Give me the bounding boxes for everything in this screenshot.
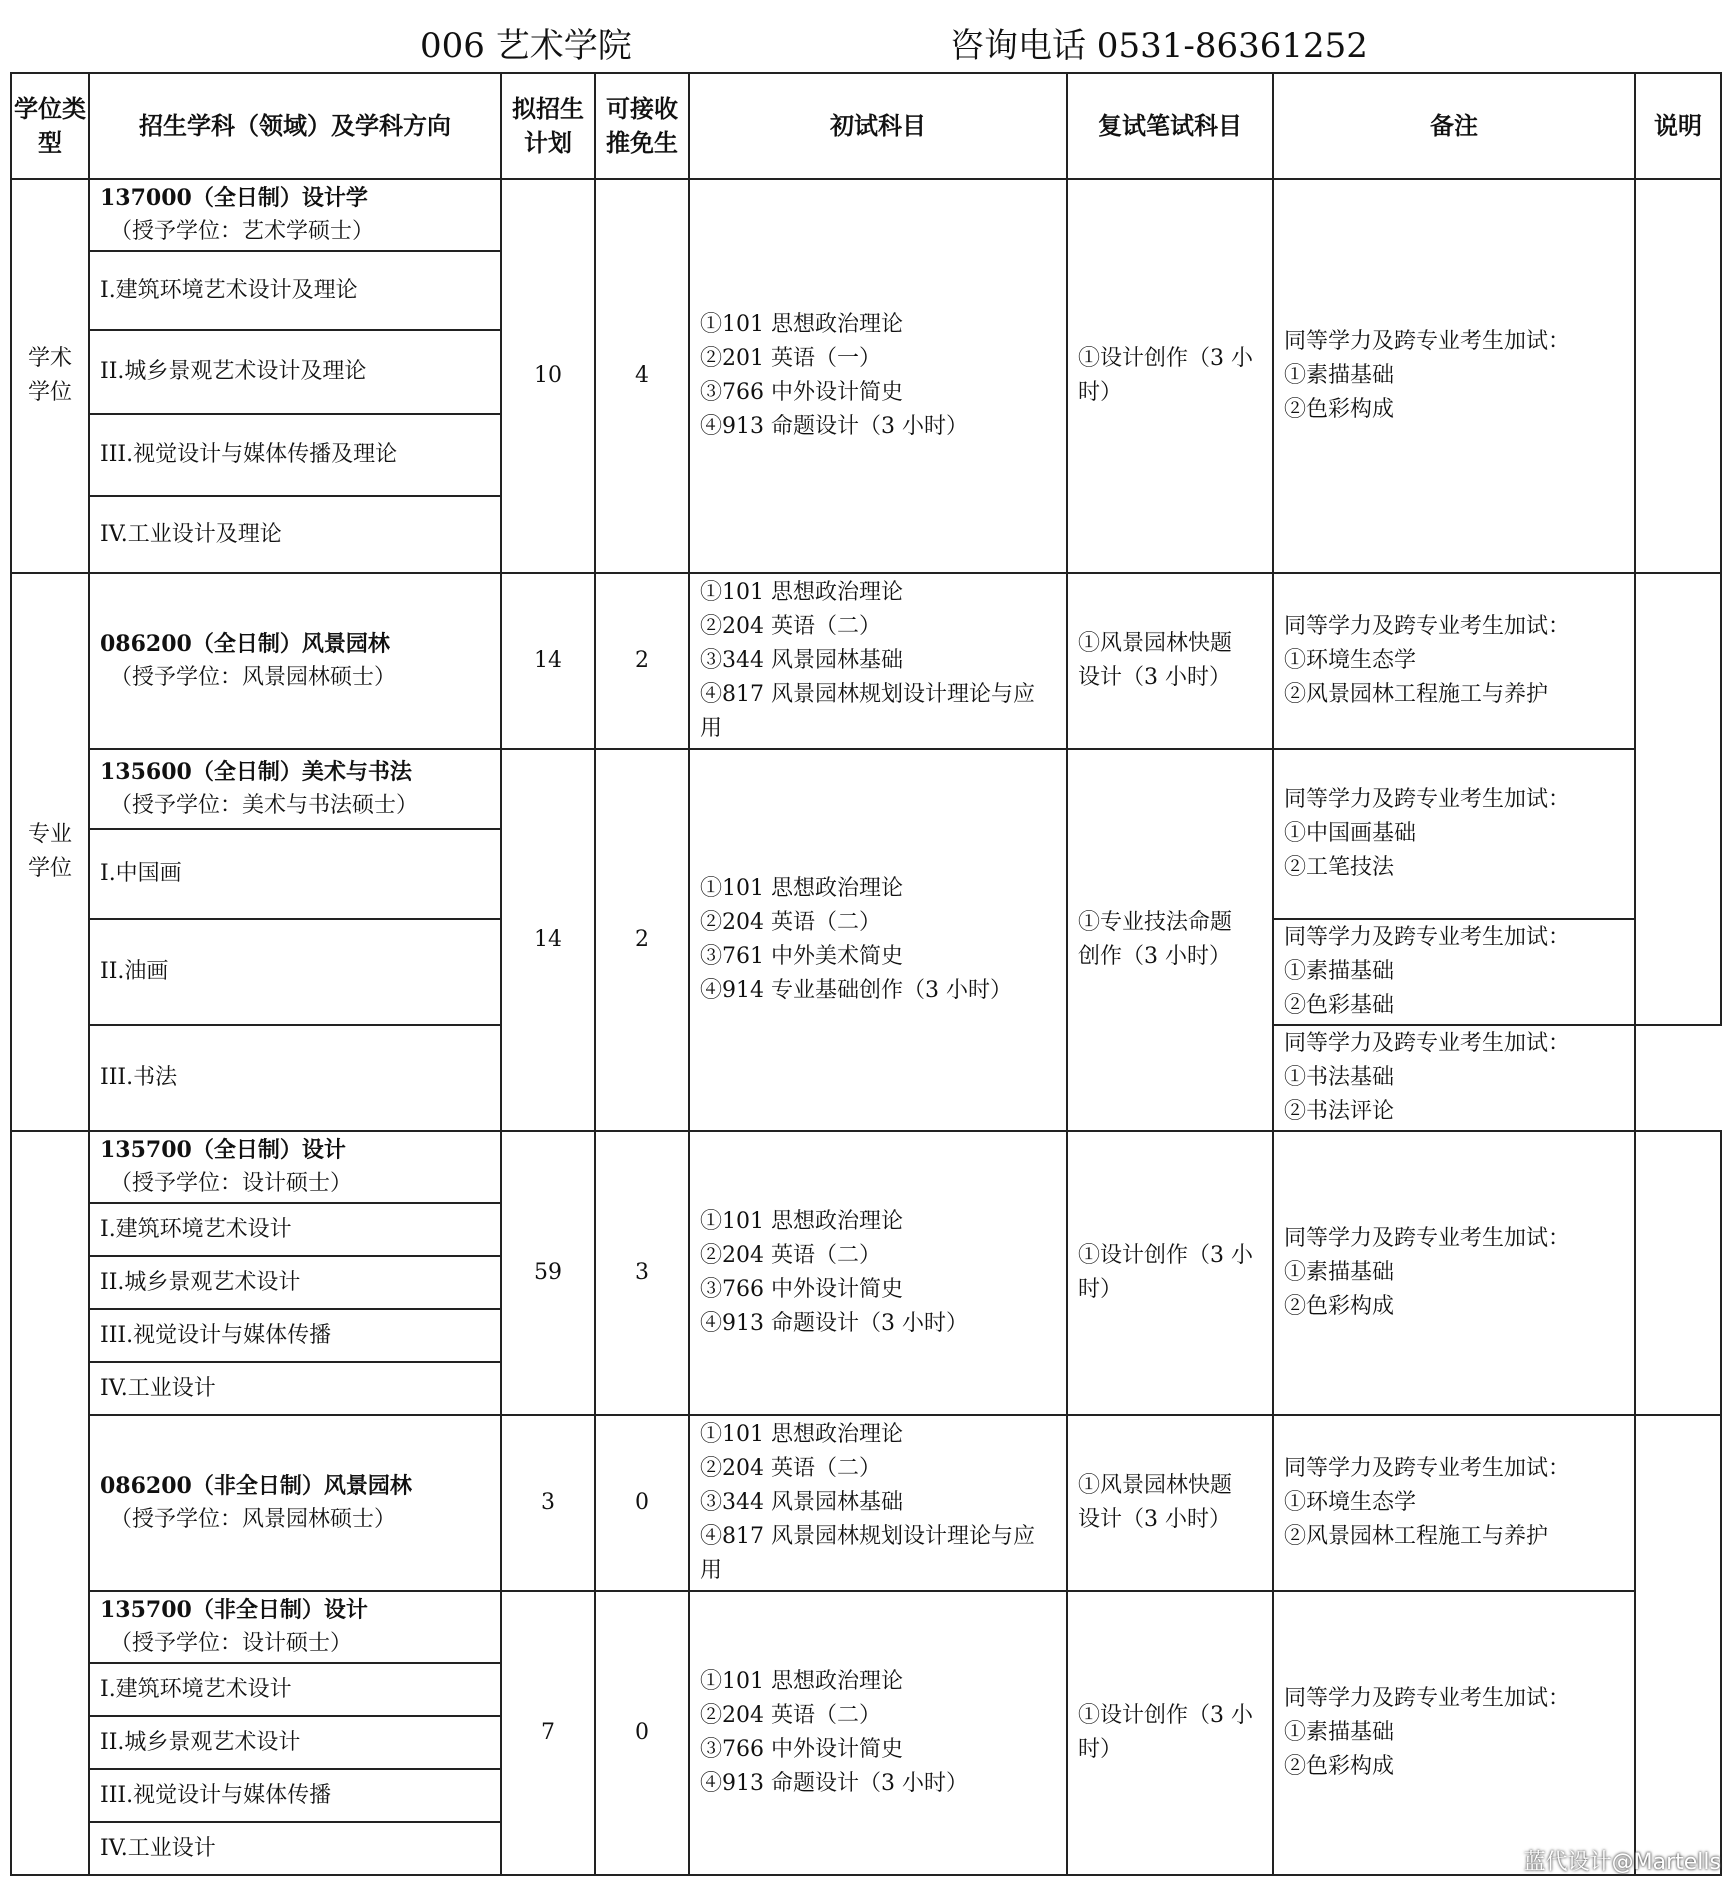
exam-subject: ②201 英语（一） bbox=[700, 346, 881, 371]
remarks-cell bbox=[1273, 1591, 1635, 1875]
exam-subject: ③344 风景园林基础 bbox=[700, 1490, 903, 1515]
consult-phone: 咨询电话 0531-86361252 bbox=[950, 26, 1368, 66]
remark-line: 同等学力及跨专业考生加试： bbox=[1284, 925, 1571, 950]
exam-subject: ④817 风景园林规划设计理论与应 bbox=[700, 1524, 1035, 1549]
remarks-cell bbox=[1273, 573, 1635, 749]
remark-line: ②色彩构成 bbox=[1284, 397, 1395, 422]
initial-exam-subjects bbox=[689, 1591, 1067, 1875]
program-code: 137000（全日制）设计学 bbox=[100, 185, 368, 211]
admissions-table bbox=[10, 72, 1722, 1876]
remarks-cell bbox=[1273, 919, 1635, 1025]
program-header bbox=[89, 573, 501, 749]
retest-line: 时） bbox=[1078, 1737, 1123, 1762]
exam-subject: ②204 英语（二） bbox=[700, 1243, 881, 1268]
initial-exam-subjects bbox=[689, 179, 1067, 573]
remark-line: 同等学力及跨专业考生加试： bbox=[1284, 1456, 1571, 1481]
retest-subjects bbox=[1067, 1415, 1273, 1591]
col-plan: 拟招生计划 bbox=[501, 73, 595, 179]
retest-line: 创作（3 小时） bbox=[1078, 944, 1231, 969]
exempt-count: 3 bbox=[595, 1131, 689, 1415]
remark-line: 同等学力及跨专业考生加试： bbox=[1284, 329, 1571, 354]
direction-item: I.建筑环境艺术设计及理论 bbox=[89, 251, 501, 330]
program-header bbox=[89, 1415, 501, 1591]
table-row bbox=[11, 1415, 1721, 1591]
direction-item: I.中国画 bbox=[89, 829, 501, 919]
direction-item: IV.工业设计 bbox=[89, 1362, 501, 1415]
exam-subject: ②204 英语（二） bbox=[700, 910, 881, 935]
remark-line: ①素描基础 bbox=[1284, 1720, 1395, 1745]
department-title: 006 艺术学院 bbox=[420, 26, 632, 66]
program-header bbox=[89, 1591, 501, 1663]
notes-cell bbox=[1635, 179, 1721, 573]
col-discipline: 招生学科（领域）及学科方向 bbox=[89, 73, 501, 179]
remark-line: ①素描基础 bbox=[1284, 1260, 1395, 1285]
initial-exam-subjects bbox=[689, 1415, 1067, 1591]
exam-subject: ①101 思想政治理论 bbox=[700, 876, 903, 901]
plan-count: 14 bbox=[501, 749, 595, 1131]
retest-line: ①风景园林快题 bbox=[1078, 631, 1233, 656]
exam-subject: ①101 思想政治理论 bbox=[700, 1669, 903, 1694]
exam-subject: ③761 中外美术简史 bbox=[700, 944, 903, 969]
category-blank bbox=[11, 1131, 89, 1875]
header-row bbox=[11, 73, 1721, 179]
remark-line: 同等学力及跨专业考生加试： bbox=[1284, 614, 1571, 639]
exam-subject: ①101 思想政治理论 bbox=[700, 1209, 903, 1234]
program-degree: （授予学位：艺术学硕士） bbox=[110, 219, 375, 244]
retest-line: ①设计创作（3 小 bbox=[1078, 1703, 1253, 1728]
remark-line: ①环境生态学 bbox=[1284, 1490, 1417, 1515]
exam-subject: ②204 英语（二） bbox=[700, 1703, 881, 1728]
remark-line: ②色彩基础 bbox=[1284, 993, 1395, 1018]
col-exempt: 可接收推免生 bbox=[595, 73, 689, 179]
exam-subject: ④914 专业基础创作（3 小时） bbox=[700, 978, 1012, 1003]
table-row bbox=[11, 573, 1721, 749]
remarks-cell bbox=[1273, 749, 1635, 919]
remark-line: ①中国画基础 bbox=[1284, 821, 1417, 846]
exempt-count: 2 bbox=[595, 749, 689, 1131]
category-professional: 专业学位 bbox=[11, 573, 89, 1131]
notes-cell bbox=[1635, 1415, 1721, 1875]
retest-line: ①专业技法命题 bbox=[1078, 910, 1233, 935]
remarks-cell bbox=[1273, 1131, 1635, 1415]
plan-count: 59 bbox=[501, 1131, 595, 1415]
exam-subject: ②204 英语（二） bbox=[700, 1456, 881, 1481]
program-degree: （授予学位：风景园林硕士） bbox=[110, 665, 397, 690]
initial-exam-subjects bbox=[689, 749, 1067, 1131]
initial-exam-subjects bbox=[689, 573, 1067, 749]
direction-item: III.视觉设计与媒体传播 bbox=[89, 1309, 501, 1362]
exam-subject: ③344 风景园林基础 bbox=[700, 648, 903, 673]
remark-line: ①素描基础 bbox=[1284, 363, 1395, 388]
retest-line: 设计（3 小时） bbox=[1078, 665, 1231, 690]
retest-subjects bbox=[1067, 573, 1273, 749]
program-header bbox=[89, 749, 501, 829]
remark-line: 同等学力及跨专业考生加试： bbox=[1284, 1686, 1571, 1711]
page-header bbox=[0, 12, 1729, 66]
retest-line: ①风景园林快题 bbox=[1078, 1473, 1233, 1498]
plan-count: 7 bbox=[501, 1591, 595, 1875]
remark-line: ①环境生态学 bbox=[1284, 648, 1417, 673]
remark-line: 同等学力及跨专业考生加试： bbox=[1284, 1031, 1571, 1056]
program-header bbox=[89, 1131, 501, 1203]
exempt-count: 2 bbox=[595, 573, 689, 749]
watermark: 蓝代设计@Martells bbox=[1523, 1850, 1721, 1875]
exam-subject: ①101 思想政治理论 bbox=[700, 580, 903, 605]
retest-line: 时） bbox=[1078, 1277, 1123, 1302]
remark-line: ②风景园林工程施工与养护 bbox=[1284, 1524, 1549, 1549]
exam-subject: ④817 风景园林规划设计理论与应 bbox=[700, 682, 1035, 707]
exempt-count: 4 bbox=[595, 179, 689, 573]
direction-item: II.城乡景观艺术设计 bbox=[89, 1256, 501, 1309]
retest-line: ①设计创作（3 小 bbox=[1078, 1243, 1253, 1268]
exam-subject: 用 bbox=[700, 1558, 723, 1583]
col-degree-type: 学位类型 bbox=[11, 73, 89, 179]
table-row bbox=[11, 749, 1721, 829]
remarks-cell bbox=[1273, 1415, 1635, 1591]
program-header bbox=[89, 179, 501, 251]
remark-line: ①书法基础 bbox=[1284, 1065, 1395, 1090]
col-remarks: 备注 bbox=[1273, 73, 1635, 179]
direction-item: III.视觉设计与媒体传播 bbox=[89, 1769, 501, 1822]
exam-subject: ④913 命题设计（3 小时） bbox=[700, 1771, 968, 1796]
exam-subject: ①101 思想政治理论 bbox=[700, 312, 903, 337]
retest-line: ①设计创作（3 小 bbox=[1078, 346, 1253, 371]
retest-line: 设计（3 小时） bbox=[1078, 1507, 1231, 1532]
direction-item: III.书法 bbox=[89, 1025, 501, 1131]
remarks-cell bbox=[1273, 1025, 1635, 1131]
retest-subjects bbox=[1067, 1591, 1273, 1875]
program-code: 086200（非全日制）风景园林 bbox=[100, 1473, 412, 1499]
exam-subject: ③766 中外设计简史 bbox=[700, 1277, 903, 1302]
remark-line: ②色彩构成 bbox=[1284, 1754, 1395, 1779]
direction-item: II.油画 bbox=[89, 919, 501, 1025]
retest-subjects bbox=[1067, 749, 1273, 1131]
retest-subjects bbox=[1067, 1131, 1273, 1415]
program-code: 135600（全日制）美术与书法 bbox=[100, 759, 412, 785]
table-row bbox=[11, 1131, 1721, 1203]
program-code: 086200（全日制）风景园林 bbox=[100, 631, 390, 657]
direction-item: II.城乡景观艺术设计 bbox=[89, 1716, 501, 1769]
col-retest-written: 复试笔试科目 bbox=[1067, 73, 1273, 179]
exam-subject: ③766 中外设计简史 bbox=[700, 1737, 903, 1762]
retest-subjects bbox=[1067, 179, 1273, 573]
program-degree: （授予学位：设计硕士） bbox=[110, 1631, 353, 1656]
remark-line: 同等学力及跨专业考生加试： bbox=[1284, 1226, 1571, 1251]
remarks-cell bbox=[1273, 179, 1635, 573]
col-initial-exam: 初试科目 bbox=[689, 73, 1067, 179]
direction-item: IV.工业设计 bbox=[89, 1822, 501, 1875]
direction-item: I.建筑环境艺术设计 bbox=[89, 1663, 501, 1716]
exempt-count: 0 bbox=[595, 1591, 689, 1875]
plan-count: 14 bbox=[501, 573, 595, 749]
remark-line: 同等学力及跨专业考生加试： bbox=[1284, 787, 1571, 812]
program-code: 135700（非全日制）设计 bbox=[100, 1597, 368, 1623]
remark-line: ①素描基础 bbox=[1284, 959, 1395, 984]
exam-subject: 用 bbox=[700, 716, 723, 741]
program-degree: （授予学位：风景园林硕士） bbox=[110, 1507, 397, 1532]
direction-item: IV.工业设计及理论 bbox=[89, 496, 501, 573]
program-degree: （授予学位：美术与书法硕士） bbox=[110, 793, 419, 818]
exempt-count: 0 bbox=[595, 1415, 689, 1591]
category-academic: 学术学位 bbox=[11, 179, 89, 573]
direction-item: III.视觉设计与媒体传播及理论 bbox=[89, 414, 501, 496]
plan-count: 3 bbox=[501, 1415, 595, 1591]
remark-line: ②色彩构成 bbox=[1284, 1294, 1395, 1319]
col-notes: 说明 bbox=[1635, 73, 1721, 179]
direction-item: I.建筑环境艺术设计 bbox=[89, 1203, 501, 1256]
direction-item: II.城乡景观艺术设计及理论 bbox=[89, 330, 501, 414]
notes-cell bbox=[1635, 573, 1721, 1025]
table-row bbox=[11, 1591, 1721, 1663]
exam-subject: ①101 思想政治理论 bbox=[700, 1422, 903, 1447]
plan-count: 10 bbox=[501, 179, 595, 573]
exam-subject: ④913 命题设计（3 小时） bbox=[700, 1311, 968, 1336]
remark-line: ②风景园林工程施工与养护 bbox=[1284, 682, 1549, 707]
remark-line: ②书法评论 bbox=[1284, 1099, 1395, 1124]
table-row bbox=[11, 179, 1721, 251]
notes-cell bbox=[1635, 1131, 1721, 1415]
retest-line: 时） bbox=[1078, 380, 1123, 405]
remark-line: ②工笔技法 bbox=[1284, 855, 1395, 880]
initial-exam-subjects bbox=[689, 1131, 1067, 1415]
exam-subject: ②204 英语（二） bbox=[700, 614, 881, 639]
exam-subject: ③766 中外设计简史 bbox=[700, 380, 903, 405]
exam-subject: ④913 命题设计（3 小时） bbox=[700, 414, 968, 439]
program-code: 135700（全日制）设计 bbox=[100, 1137, 346, 1163]
program-degree: （授予学位：设计硕士） bbox=[110, 1171, 353, 1196]
